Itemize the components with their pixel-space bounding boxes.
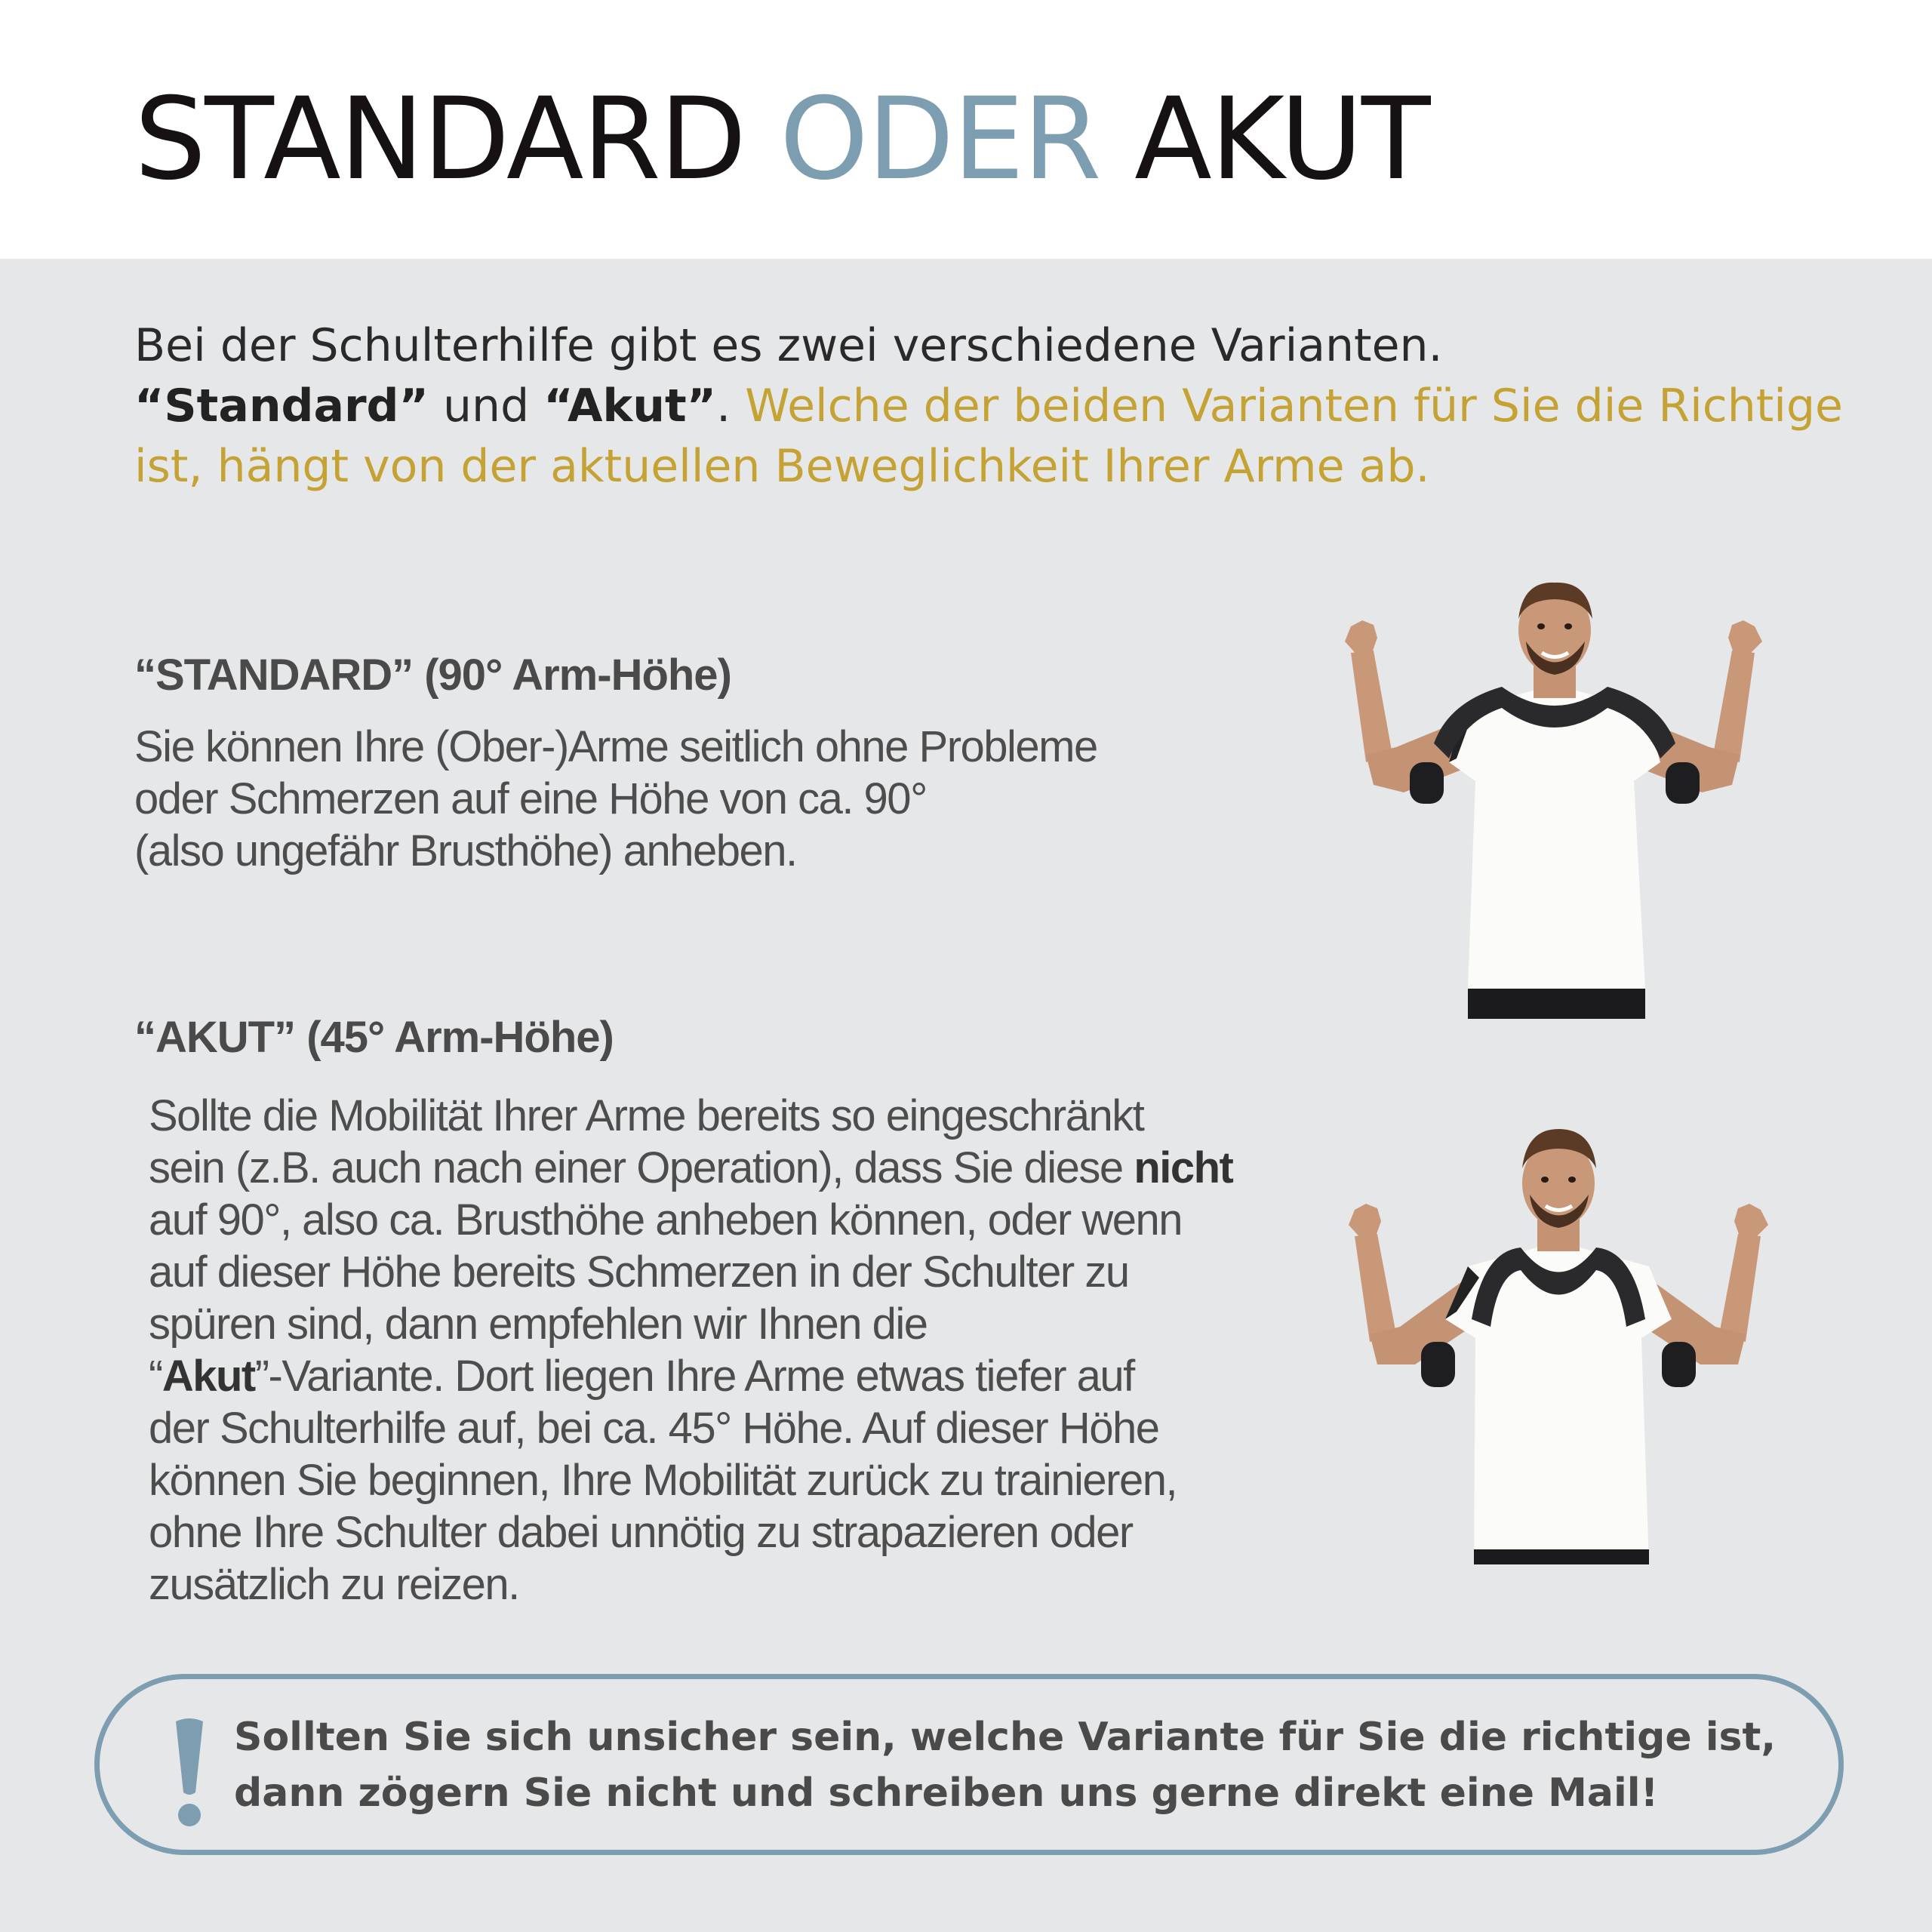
akut-person-photo <box>1332 1123 1785 1568</box>
title-oder: ODER <box>779 74 1100 205</box>
akut-line6a: “ <box>149 1352 162 1401</box>
exclamation-icon <box>171 1717 208 1830</box>
standard-line1: Sie können Ihre (Ober-)Arme seitlich ohne Probleme <box>134 722 1097 771</box>
intro-standard-label: “Standard” <box>134 380 429 432</box>
title-akut: AKUT <box>1134 74 1429 205</box>
akut-line5: spüren sind, dann empfehlen wir Ihnen die <box>149 1300 928 1349</box>
notice-text <box>234 1709 1776 1821</box>
standard-body <box>134 721 1266 877</box>
standard-heading: “STANDARD” (90° Arm-Höhe) <box>134 651 731 700</box>
intro-period: . <box>716 380 746 432</box>
intro-line1: Bei der Schulterhilfe gibt es zwei verschiedene Varianten. <box>134 319 1443 372</box>
intro-highlight: Welche der beiden Varianten für Sie die Richtige ist, hängt von der aktuellen Beweglichkeit Ihrer Arme ab. <box>134 380 1843 493</box>
notice-line1: Sollten Sie sich unsicher sein, welche Variante für Sie die richtige ist, <box>234 1715 1777 1760</box>
akut-line6-akut: Akut <box>162 1352 255 1401</box>
akut-line1: Sollte die Mobilität Ihrer Arme bereits so eingeschränkt <box>149 1091 1144 1140</box>
akut-line8: können Sie beginnen, Ihre Mobilität zurück zu trainieren, <box>149 1456 1177 1505</box>
akut-heading: “AKUT” (45° Arm-Höhe) <box>134 1013 614 1062</box>
akut-line7: der Schulterhilfe auf, bei ca. 45° Höhe. Auf dieser Höhe <box>149 1404 1159 1453</box>
page-title <box>134 72 1429 208</box>
intro-akut-label: “Akut” <box>543 380 717 432</box>
akut-body <box>149 1090 1356 1611</box>
akut-line9: ohne Ihre Schulter dabei unnötig zu strapazieren oder <box>149 1508 1133 1557</box>
akut-line4: auf dieser Höhe bereits Schmerzen in der Schulter zu <box>149 1247 1129 1297</box>
notice-box <box>94 1674 1844 1855</box>
akut-line2-nicht: nicht <box>1134 1143 1233 1192</box>
notice-line2: dann zögern Sie nicht und schreiben uns gerne direkt eine Mail! <box>234 1770 1659 1816</box>
akut-line6c: ”-Variante. Dort liegen Ihre Arme etwas tiefer auf <box>254 1352 1134 1401</box>
akut-line2a: sein (z.B. auch nach einer Operation), dass Sie diese <box>149 1143 1134 1192</box>
akut-line3: auf 90°, also ca. Brusthöhe anheben können, oder wenn <box>149 1195 1182 1244</box>
standard-line2: oder Schmerzen auf eine Höhe von ca. 90° <box>134 774 927 823</box>
standard-line3: (also ungefähr Brusthöhe) anheben. <box>134 826 797 875</box>
standard-person-photo <box>1328 581 1781 1026</box>
title-standard: STANDARD <box>134 74 746 205</box>
intro-paragraph <box>134 315 1870 497</box>
akut-line10: zusätzlich zu reizen. <box>149 1560 519 1609</box>
header <box>0 0 1932 259</box>
intro-und: und <box>428 380 544 432</box>
